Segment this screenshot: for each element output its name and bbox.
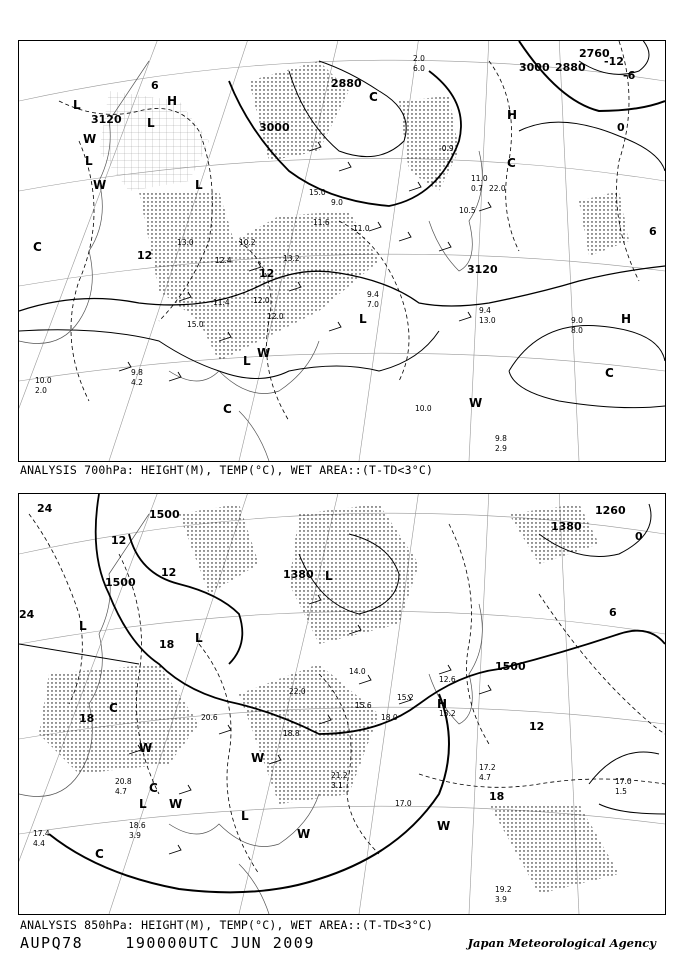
station-value: 11.4	[213, 298, 230, 307]
contour-label: 6	[609, 606, 617, 619]
station-value: 17.4	[33, 829, 50, 838]
center-symbol: C	[507, 156, 516, 170]
station-value: 0.7	[471, 184, 483, 193]
station-value: 6.0	[413, 64, 425, 73]
map-panel-700hpa	[18, 40, 666, 462]
contour-label: 12	[529, 720, 545, 733]
center-symbol: W	[257, 346, 271, 360]
station-value: 9.4	[367, 290, 379, 299]
center-symbol: W	[83, 132, 97, 146]
station-value: 4.7	[479, 773, 491, 782]
center-symbol: L	[85, 154, 93, 168]
station-value: 3.9	[129, 831, 141, 840]
contour-label: 24	[37, 502, 53, 515]
center-symbol: L	[139, 797, 147, 811]
station-value: 9.8	[131, 368, 143, 377]
center-symbol: W	[251, 751, 265, 765]
station-value: 7.0	[367, 300, 379, 309]
caption-700hpa: ANALYSIS 700hPa: HEIGHT(M), TEMP(°C), WET AREA::(T-TD<3°C)	[20, 463, 434, 477]
station-value: 11.0	[471, 174, 488, 183]
station-value: 17.2	[479, 763, 496, 772]
contour-label: 18	[79, 712, 95, 725]
contour-label: 12	[111, 534, 127, 547]
station-value: 21.2	[331, 771, 348, 780]
station-value: 15.0	[187, 320, 204, 329]
contour-label: 24	[19, 608, 35, 621]
map-700hpa	[19, 41, 665, 461]
center-symbol: C	[149, 781, 158, 795]
contour-label: 1500	[149, 508, 180, 521]
center-symbol: L	[195, 178, 203, 192]
station-value: 18.6	[129, 821, 146, 830]
center-symbol: L	[147, 116, 155, 130]
station-value: 13.0	[177, 238, 194, 247]
station-value: 4.7	[115, 787, 127, 796]
station-value: 2.0	[35, 386, 47, 395]
station-value: 9.0	[571, 316, 583, 325]
contour-label: 2760	[579, 47, 610, 60]
station-value: 12.0	[267, 312, 284, 321]
station-value: 15.0	[309, 188, 326, 197]
chart-identifier: AUPQ78 190000UTC JUN 2009	[20, 934, 315, 952]
station-value: 17.0	[615, 777, 632, 786]
center-symbol: W	[93, 178, 107, 192]
station-value: 13.2	[439, 709, 456, 718]
station-value: 14.0	[349, 667, 366, 676]
contour-label: 3000	[519, 61, 550, 74]
center-symbol: H	[167, 94, 178, 108]
center-symbol: C	[33, 240, 42, 254]
station-value: 11.0	[353, 224, 370, 233]
wet-area	[39, 504, 619, 894]
contour-label: 3000	[259, 121, 290, 134]
center-symbol: W	[297, 827, 311, 841]
center-symbol: L	[325, 569, 333, 583]
station-value: 20.8	[115, 777, 132, 786]
center-symbol: C	[109, 701, 118, 715]
station-value: 2.9	[495, 444, 507, 453]
center-symbol: H	[507, 108, 518, 122]
station-value: 2.0	[413, 54, 425, 63]
contour-label: 12	[161, 566, 177, 579]
station-value: 12.6	[439, 675, 456, 684]
station-value: 8.0	[571, 326, 583, 335]
center-symbol: L	[241, 809, 249, 823]
station-value: 10.0	[415, 404, 432, 413]
center-symbol: L	[359, 312, 367, 326]
center-symbol: L	[79, 619, 87, 633]
center-symbol: C	[223, 402, 232, 416]
contour-label: 1380	[551, 520, 582, 533]
station-value: 1.5	[615, 787, 627, 796]
center-symbol: W	[139, 741, 153, 755]
caption-850hpa: ANALYSIS 850hPa: HEIGHT(M), TEMP(°C), WET AREA::(T-TD<3°C)	[20, 918, 434, 932]
contour-label: 1380	[283, 568, 314, 581]
map-panel-850hpa	[18, 493, 666, 915]
center-symbol: C	[95, 847, 104, 861]
station-value: 19.2	[495, 885, 512, 894]
station-value: 11.6	[313, 218, 330, 227]
center-symbol: H	[437, 697, 448, 711]
station-value: 12.4	[215, 256, 232, 265]
station-value: 4.4	[33, 839, 45, 848]
station-value: 17.0	[395, 799, 412, 808]
contour-label: 1260	[595, 504, 626, 517]
center-symbol: L	[195, 631, 203, 645]
contour-label: 18	[159, 638, 175, 651]
agency-credit: Japan Meteorological Agency	[467, 936, 656, 950]
center-symbol: L	[243, 354, 251, 368]
contour-label: 6	[151, 79, 159, 92]
center-symbol: W	[169, 797, 183, 811]
contour-label: 0	[635, 530, 643, 543]
station-value: 18.8	[283, 729, 300, 738]
center-symbol: W	[469, 396, 483, 410]
station-value: 18.0	[381, 713, 398, 722]
station-value: 9.4	[479, 306, 491, 315]
station-value: 10.0	[35, 376, 52, 385]
center-symbol: C	[369, 90, 378, 104]
station-value: 12.0	[253, 296, 270, 305]
station-value: 20.6	[201, 713, 218, 722]
contour-label: 3120	[467, 263, 498, 276]
contour-label: 6	[649, 225, 657, 238]
contour-label: 12	[137, 249, 153, 262]
map-850hpa	[19, 494, 665, 914]
contour-label: 3120	[91, 113, 122, 126]
station-value: 22.0	[289, 687, 306, 696]
station-value: 3.1	[331, 781, 343, 790]
center-symbol: H	[621, 312, 632, 326]
contour-label: 1500	[105, 576, 136, 589]
contour-label: 1500	[495, 660, 526, 673]
contour-label: -12	[604, 55, 624, 68]
contour-label: 12	[259, 267, 275, 280]
center-symbol: C	[605, 366, 614, 380]
station-value: 3.9	[495, 895, 507, 904]
station-value: 10.2	[239, 238, 256, 247]
station-value: 10.5	[459, 206, 476, 215]
station-value: 15.6	[355, 701, 372, 710]
station-value: 9.0	[331, 198, 343, 207]
station-value: 4.2	[131, 378, 143, 387]
contour-label: 18	[489, 790, 505, 803]
contour-label: -6	[623, 69, 636, 82]
station-value: 22.0	[489, 184, 506, 193]
station-value: 9.8	[495, 434, 507, 443]
contour-label: 2880	[331, 77, 362, 90]
station-value: -0.9	[439, 144, 454, 153]
center-symbol: L	[73, 98, 81, 112]
station-value: 13.2	[283, 254, 300, 263]
station-value: 13.0	[479, 316, 496, 325]
station-value: 15.2	[397, 693, 414, 702]
contour-label: 2880	[555, 61, 586, 74]
contour-label: 0	[617, 121, 625, 134]
center-symbol: W	[437, 819, 451, 833]
